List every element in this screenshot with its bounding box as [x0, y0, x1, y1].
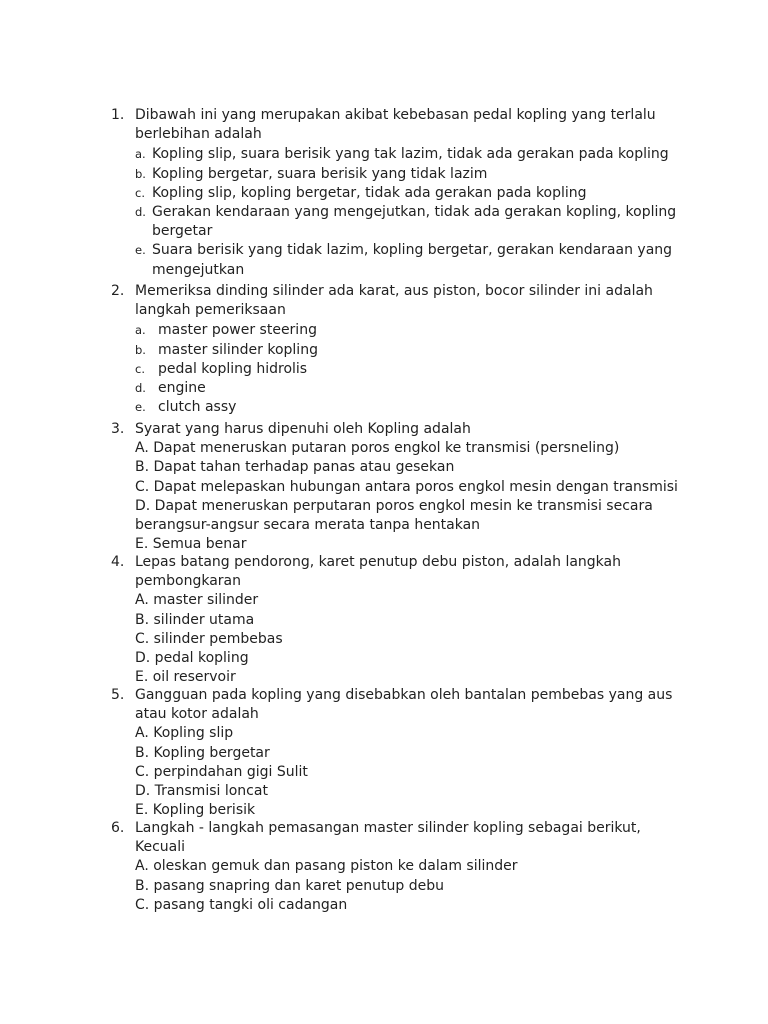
option-a: A. Kopling slip	[135, 725, 234, 742]
question-text: Gangguan pada kopling yang disebabkan oleh bantalan pembebas yang aus atau kotor adalah	[135, 687, 673, 723]
option-b: B. Dapat tahan terhadap panas atau gesekan	[135, 459, 455, 476]
option-text: clutch assy	[158, 399, 237, 416]
option-d: D. pedal kopling	[135, 650, 249, 667]
option-letter: e.	[135, 243, 146, 258]
option-letter: c.	[135, 361, 145, 376]
question-text: Lepas batang pendorong, karet penutup debu piston, adalah langkah pembongkaran	[135, 554, 621, 590]
option-text: Kopling slip, suara berisik yang tak lazim, tidak ada gerakan pada kopling	[152, 146, 669, 163]
question-number: 3.	[111, 421, 125, 437]
question-4	[111, 553, 711, 687]
option-e: E. Semua benar	[135, 536, 247, 553]
option-text: engine	[158, 380, 206, 397]
question-number: 5.	[111, 687, 125, 703]
option-a: A. master silinder	[135, 592, 259, 609]
option-b	[135, 341, 711, 360]
option-text: Suara berisik yang tidak lazim, kopling bergetar, gerakan kendaraan yang mengejutkan	[152, 242, 673, 278]
option-e	[135, 241, 711, 279]
option-a: A. oleskan gemuk dan pasang piston ke dalam silinder	[135, 858, 518, 875]
option-a: A. Dapat meneruskan putaran poros engkol ke transmisi (persneling)	[135, 440, 620, 457]
option-letter: c.	[135, 185, 145, 200]
option-letter: b.	[135, 166, 146, 181]
option-d: D. Transmisi loncat	[135, 783, 268, 800]
option-a	[135, 145, 711, 164]
question-text: Memeriksa dinding silinder ada karat, aus piston, bocor silinder ini adalah langkah pemeriksaan	[135, 283, 653, 319]
option-c: C. perpindahan gigi Sulit	[135, 763, 308, 780]
option-d	[135, 379, 711, 398]
option-c	[135, 360, 711, 379]
option-b: B. silinder utama	[135, 611, 255, 628]
question-6	[111, 819, 711, 915]
option-c: C. silinder pembebas	[135, 630, 283, 647]
option-letter: d.	[135, 381, 146, 396]
option-letter: a.	[135, 323, 146, 338]
option-c: C. Dapat melepaskan hubungan antara poros engkol mesin dengan transmisi	[135, 478, 678, 495]
option-a	[135, 321, 711, 340]
question-text: Langkah - langkah pemasangan master silinder kopling sebagai berikut, Kecuali	[135, 820, 641, 856]
question-number: 4.	[111, 554, 125, 570]
option-text: master power steering	[158, 322, 317, 339]
option-text: Kopling slip, kopling bergetar, tidak ada gerakan pada kopling	[152, 184, 587, 201]
option-d: D. Dapat meneruskan perputaran poros engkol mesin ke transmisi secara berangsur-angsur secara merata tanpa hentakan	[135, 497, 653, 534]
question-number: 6.	[111, 820, 125, 836]
question-5	[111, 686, 711, 820]
question-number: 1.	[111, 107, 125, 123]
option-b: B. pasang snapring dan karet penutup debu	[135, 877, 444, 894]
question-text: Syarat yang harus dipenuhi oleh Kopling adalah	[135, 421, 471, 437]
option-letter: a.	[135, 147, 146, 162]
option-b: B. Kopling bergetar	[135, 744, 270, 761]
option-e: E. Kopling berisik	[135, 802, 256, 819]
option-text: Gerakan kendaraan yang mengejutkan, tidak ada gerakan kopling, kopling bergetar	[152, 204, 677, 240]
option-c	[135, 184, 711, 203]
option-letter: e.	[135, 400, 146, 415]
option-c: C. pasang tangki oli cadangan	[135, 896, 348, 913]
option-e: E. oil reservoir	[135, 669, 236, 686]
option-letter: b.	[135, 342, 146, 357]
option-d	[135, 203, 711, 241]
option-text: pedal kopling hidrolis	[158, 360, 308, 377]
option-text: master silinder kopling	[158, 341, 318, 358]
question-1	[111, 106, 711, 280]
question-2	[111, 282, 711, 417]
question-3	[111, 420, 711, 554]
question-number: 2.	[111, 283, 125, 299]
option-letter: d.	[135, 205, 146, 220]
question-text: Dibawah ini yang merupakan akibat kebebasan pedal kopling yang terlalu berlebihan adalah	[135, 107, 656, 143]
option-b	[135, 165, 711, 184]
option-e	[135, 398, 711, 417]
option-text: Kopling bergetar, suara berisik yang tidak lazim	[152, 165, 488, 182]
